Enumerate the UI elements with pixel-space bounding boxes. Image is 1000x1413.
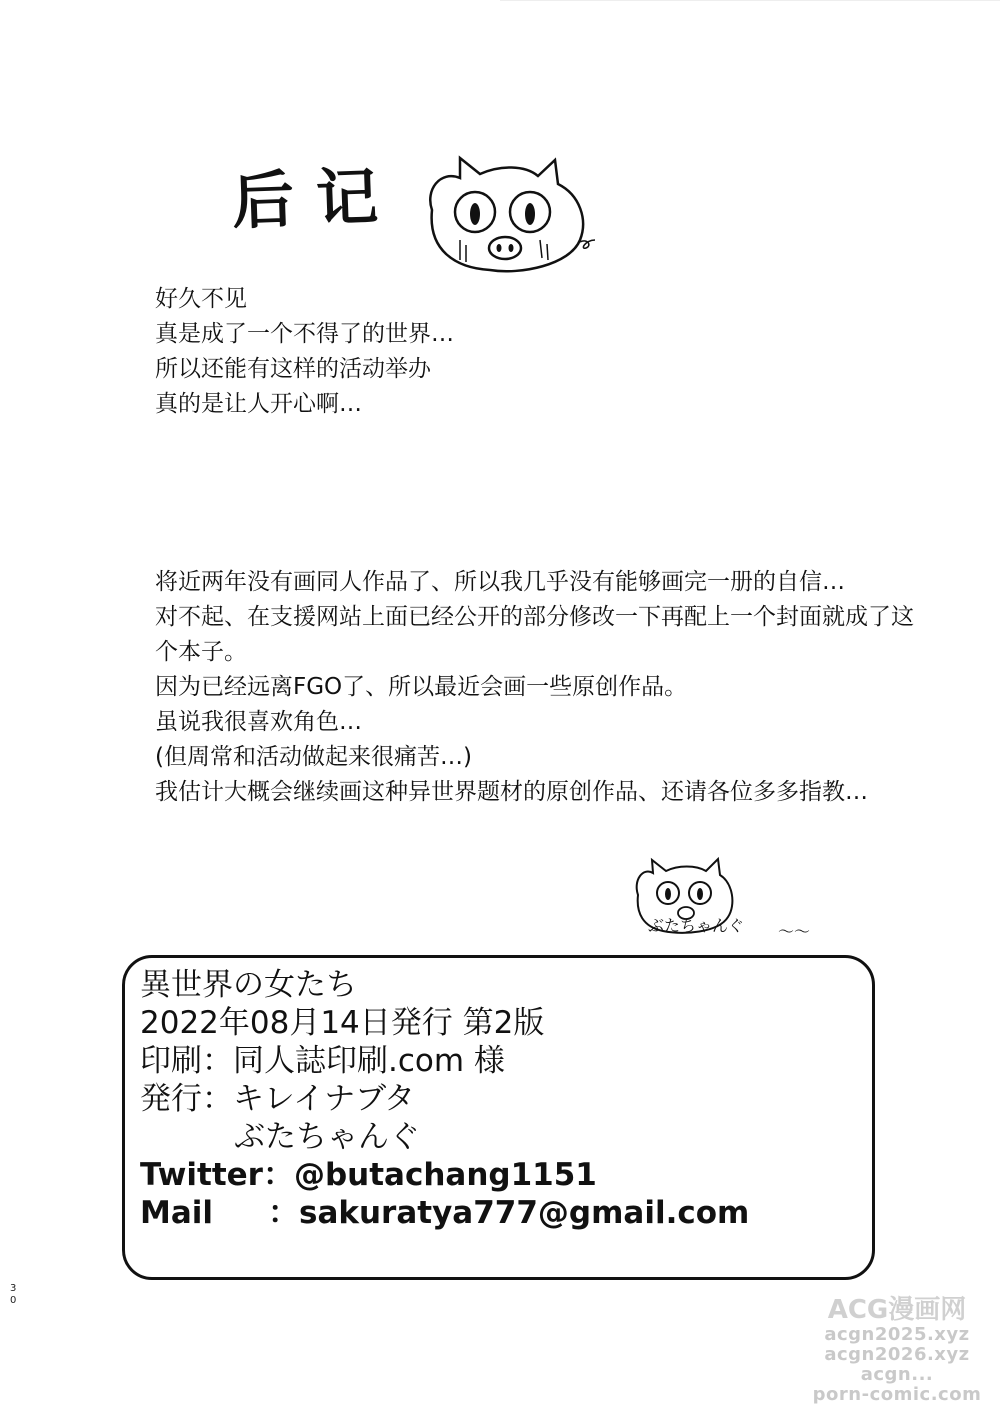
page-number: 30 — [10, 1283, 17, 1306]
intro-paragraph — [155, 282, 454, 422]
watermark-line: porn-comic.com — [812, 1384, 982, 1405]
colophon-content — [140, 966, 749, 1232]
watermark-line: acgn... — [860, 1364, 934, 1385]
body-line: 对不起、在支援网站上面已经公开的部分修改一下再配上一个封面就成了这 — [155, 604, 914, 630]
mail-row — [140, 1194, 749, 1232]
body-paragraph — [155, 565, 914, 810]
body-line: 虽说我很喜欢角色… — [155, 709, 362, 735]
signature-text: ぶたちゃんぐ — [648, 916, 745, 935]
body-line: 将近两年没有画同人作品了、所以我几乎没有能够画完一册的自信… — [155, 569, 845, 595]
circle-name: キレイナブタ — [233, 1081, 415, 1117]
body-line: 我估计大概会继续画这种异世界题材的原创作品、还请各位多多指教… — [155, 779, 868, 805]
colophon-printing: 印刷：同人誌印刷.com 様 — [140, 1043, 505, 1079]
intro-line: 所以还能有这样的活动举办 — [155, 356, 431, 382]
signature-tail: 〜〜 — [778, 922, 811, 941]
author-name: ぶたちゃんぐ — [234, 1119, 420, 1155]
watermark — [812, 1295, 982, 1405]
afterword-heading: 后记 — [230, 159, 402, 238]
body-line: 因为已经远离FGO了、所以最近会画一些原创作品。 — [155, 674, 688, 700]
mail-address: ：sakuratya777@gmail.com — [268, 1195, 750, 1231]
signature-pig-icon — [628, 855, 828, 945]
body-line: (但周常和活动做起来很痛苦…) — [155, 744, 472, 770]
intro-line: 好久不见 — [155, 286, 247, 312]
twitter-label: Twitter — [140, 1157, 263, 1193]
watermark-line: acgn2026.xyz — [824, 1344, 970, 1365]
twitter-handle: ：@butachang1151 — [262, 1157, 597, 1193]
colophon-date: 2022年08月14日発行 第2版 — [140, 1005, 545, 1041]
top-edge-line — [500, 0, 1000, 1]
publisher-label: 発行： — [140, 1081, 233, 1117]
body-line: 个本子。 — [155, 639, 247, 665]
watermark-title: ACG漫画网 — [827, 1295, 967, 1325]
intro-line: 真是成了一个不得了的世界… — [155, 321, 454, 347]
intro-line: 真的是让人开心啊… — [155, 391, 362, 417]
watermark-line: acgn2025.xyz — [824, 1324, 970, 1345]
twitter-row — [140, 1156, 749, 1194]
colophon-title: 異世界の女たち — [140, 967, 357, 1003]
pig-mascot-icon — [420, 150, 595, 280]
colophon-publisher-row — [140, 1080, 749, 1118]
mail-label: Mail — [140, 1195, 214, 1231]
